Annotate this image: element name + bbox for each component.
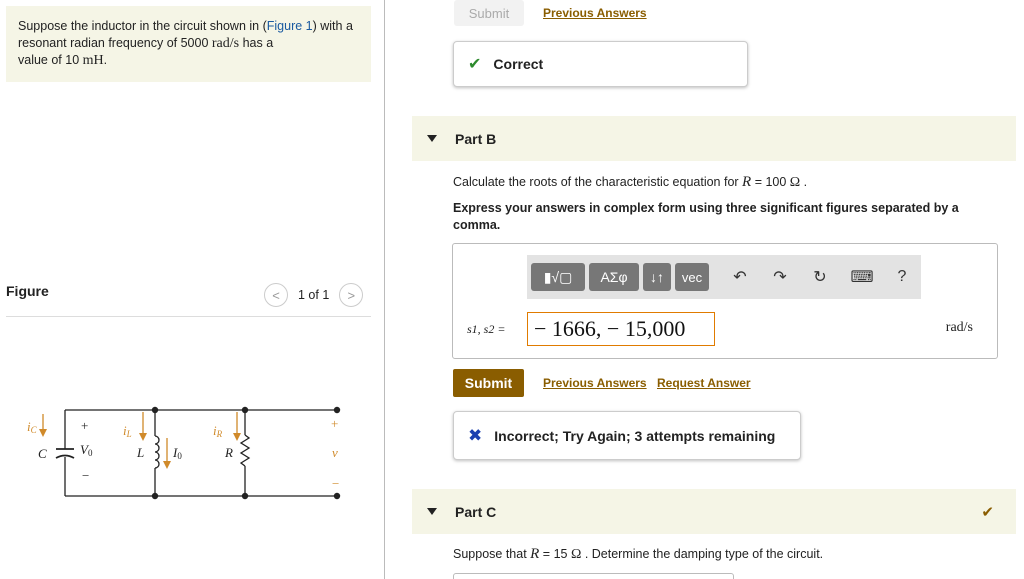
answer-input[interactable]: − 1666, − 15,000 [527,312,715,346]
figure-title: Figure [6,283,49,299]
collapse-triangle-icon [427,135,437,142]
figure-pager [264,283,363,307]
prompt-text: = 15 [539,547,571,561]
v-plus: + [331,416,339,431]
part-b-prompt [453,174,807,191]
submit-button-disabled: Submit [454,0,524,26]
part-b-title: Part B [455,130,497,147]
part-b-instruction: Express your answers in complex form using three significant figures separated by a comma. [453,201,959,232]
reset-icon[interactable]: ↻ [813,269,827,286]
inductor-label: L [137,445,145,460]
answer-box [452,243,998,359]
vo-label: V0 [80,442,93,458]
equation-label: s1, s2 = [467,322,506,336]
templates-button[interactable]: ▮√▢ [531,263,585,291]
resistor-label: R [225,445,233,460]
problem-statement [6,6,371,82]
capacitor-label: C [38,446,47,461]
figure-link[interactable]: Figure 1 [266,19,313,33]
vo-minus: − [82,468,90,483]
redo-icon[interactable]: ↷ [773,269,787,286]
undo-icon[interactable]: ↶ [733,269,747,286]
problem-text: Suppose the inductor in the circuit shown in ( [18,19,267,33]
part-c-header[interactable] [412,489,1016,534]
ir-label: iR [213,423,223,439]
correct-feedback [453,41,748,87]
feedback-text: Incorrect; Try Again; 3 attempts remaining [494,427,776,444]
check-icon: ✔ [468,56,482,73]
part-c-answer-box[interactable] [453,573,734,579]
vec-button[interactable]: vec [675,263,709,291]
part-c-prompt [453,546,823,563]
figure-counter: 1 of 1 [298,288,330,302]
il-label: iL [123,423,132,439]
problem-text: has a [239,36,274,50]
ic-label: iC [27,419,37,435]
part-c-title: Part C [455,503,497,520]
prompt-var: R [530,546,540,562]
vo-plus: + [81,418,89,433]
incorrect-feedback [453,411,801,460]
x-icon: ✖ [468,425,483,445]
keyboard-icon[interactable]: ⌨ [850,269,874,286]
prompt-text: Suppose that [453,547,531,561]
io-label: I0 [173,445,182,461]
prompt-text: . [800,175,808,189]
prompt-unit: Ω [789,175,801,190]
prompt-text: . Determine the damping type of the circuit. [581,547,824,561]
divider [6,316,371,317]
prompt-var: R [742,174,752,190]
prompt-text: Calculate the roots of the characteristic equation for [453,175,743,189]
arrows-button[interactable]: ↓↑ [643,263,671,291]
problem-text: . [103,53,108,67]
next-figure-button[interactable]: > [339,283,363,307]
prev-figure-button[interactable]: < [264,283,288,307]
prompt-unit: Ω [570,547,582,562]
completed-check-icon: ✔ [981,503,994,521]
prompt-text: = 100 [751,175,790,189]
feedback-text: Correct [493,56,544,72]
submit-button[interactable]: Submit [453,369,524,397]
column-divider [384,0,385,579]
previous-answers-link[interactable]: Previous Answers [543,6,647,20]
previous-answers-link[interactable]: Previous Answers [543,376,647,390]
request-answer-link[interactable]: Request Answer [657,376,751,390]
problem-text: value of 10 [18,53,83,67]
circuit-diagram [25,400,355,505]
greek-button[interactable]: ΑΣφ [589,263,639,291]
unit-label: rad/s [945,320,973,335]
problem-text: ) with a resonant radian frequency of 5000 [18,19,353,50]
v-label: v [332,445,338,460]
collapse-triangle-icon [427,508,437,515]
v-minus: − [332,476,340,491]
value-unit: mH [82,53,104,68]
freq-unit: rad/s [211,36,240,51]
math-toolbar [527,255,921,299]
part-b-header[interactable] [412,116,1016,161]
help-icon[interactable]: ? [897,268,907,285]
